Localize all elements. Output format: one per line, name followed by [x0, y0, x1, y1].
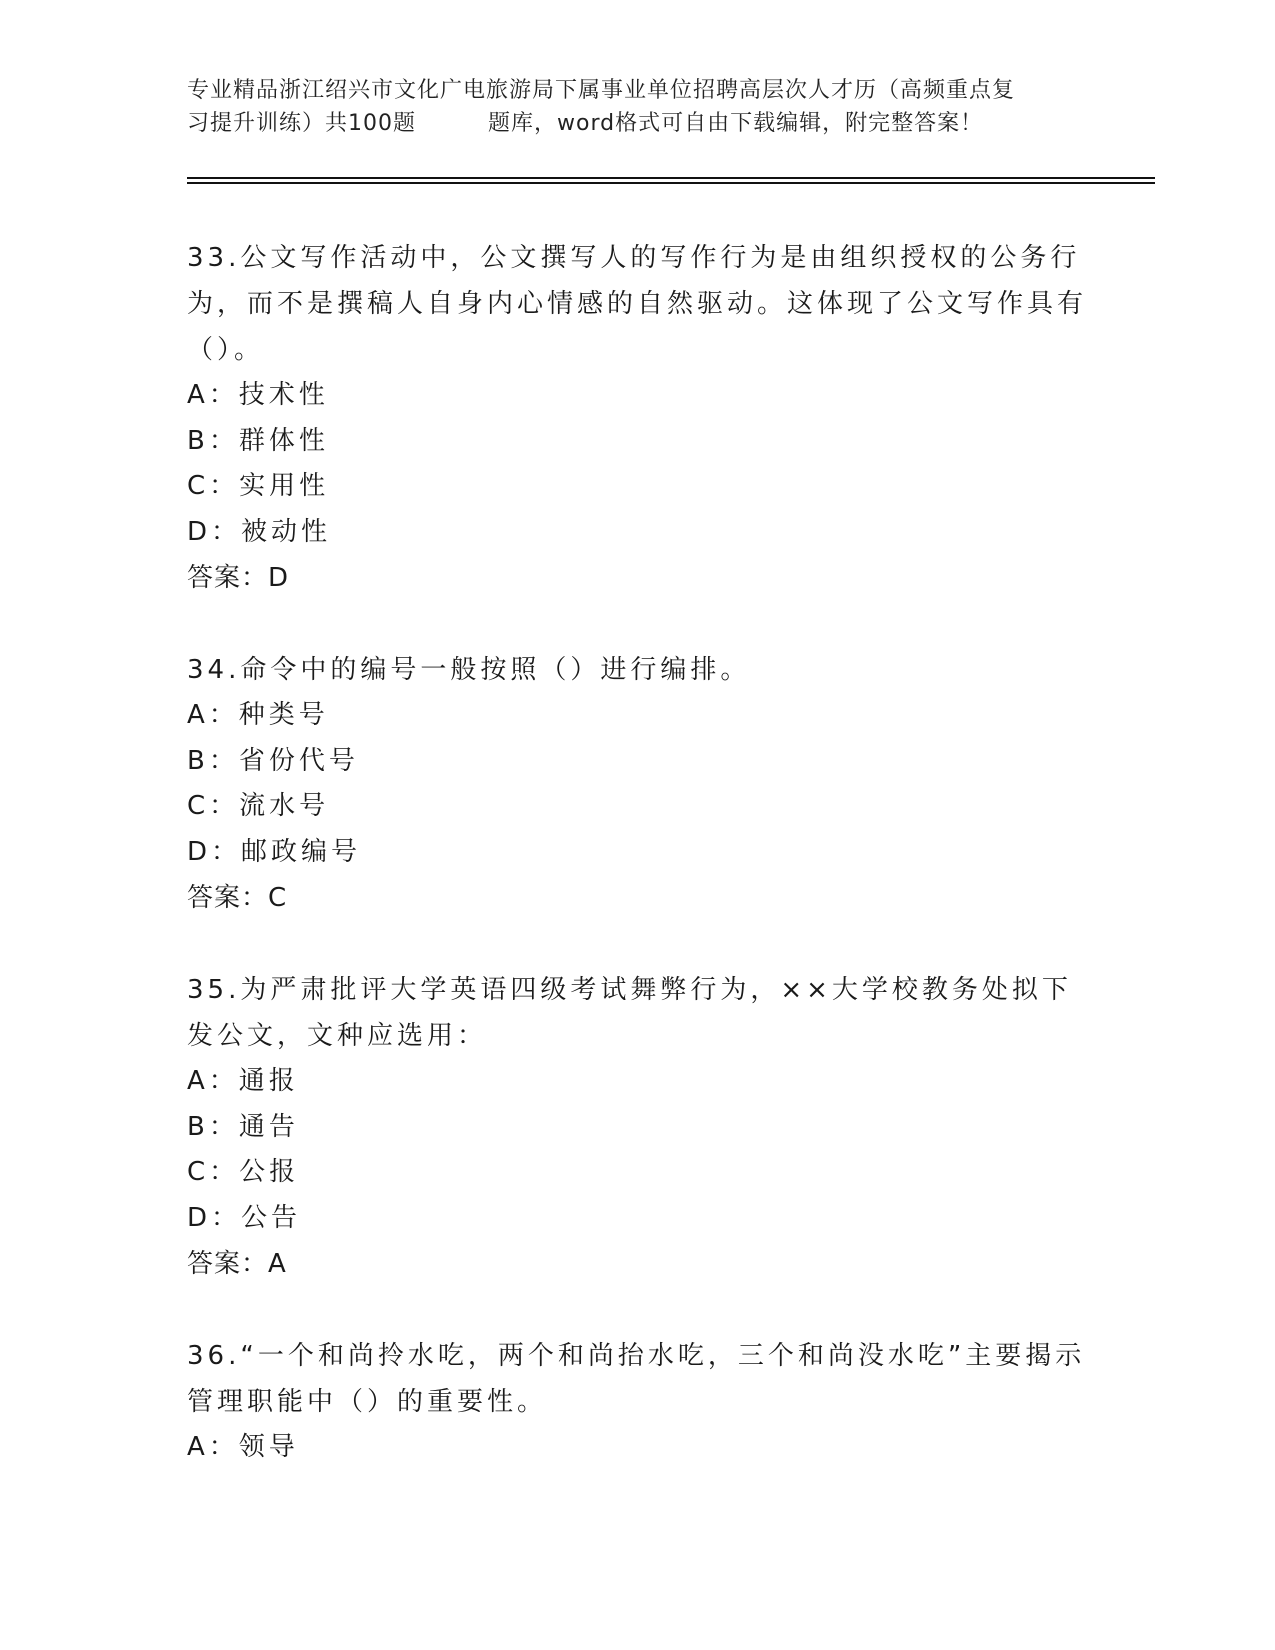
- option-b: B：省份代号: [187, 745, 359, 776]
- page-header: [187, 74, 1087, 140]
- option-b: B：通告: [187, 1111, 299, 1142]
- question-34: [187, 647, 1087, 921]
- answer: 答案：D: [187, 563, 290, 593]
- header-divider-top: [187, 177, 1155, 179]
- option-d: D：公告: [187, 1202, 302, 1233]
- header-line-2-right: 题库，word格式可自由下载编辑，附完整答案！: [488, 111, 984, 136]
- header-line-1: 专业精品浙江绍兴市文化广电旅游局下属事业单位招聘高层次人才历（高频重点复: [187, 78, 1016, 103]
- question-stem: 34.命令中的编号一般按照（）进行编排。: [187, 655, 751, 685]
- question-list: [187, 235, 1087, 1517]
- option-a: A：领导: [187, 1432, 299, 1462]
- header-divider-bottom: [187, 182, 1155, 184]
- answer: 答案：C: [187, 883, 288, 913]
- question-stem: 36.“一个和尚拎水吃，两个和尚抬水吃，三个和尚没水吃”主要揭示管理职能中（）的重要性。: [187, 1341, 1086, 1417]
- option-a: A：通报: [187, 1066, 299, 1096]
- option-c: C：实用性: [187, 471, 330, 501]
- option-b: B：群体性: [187, 425, 329, 456]
- option-c: C：流水号: [187, 791, 330, 821]
- header-line-2: [187, 107, 1087, 140]
- option-d: D：邮政编号: [187, 836, 362, 867]
- option-c: C：公报: [187, 1157, 300, 1187]
- question-36: [187, 1333, 1087, 1471]
- answer: 答案：A: [187, 1249, 287, 1279]
- question-stem: 35.为严肃批评大学英语四级考试舞弊行为，××大学校教务处拟下发公文，文种应选用：: [187, 975, 1072, 1051]
- option-a: A：种类号: [187, 700, 329, 730]
- header-line-2-left: 习提升训练）共100题: [187, 111, 416, 136]
- question-stem: 33.公文写作活动中，公文撰写人的写作行为是由组织授权的公务行为，而不是撰稿人自身内心情感的自然驱动。这体现了公文写作具有（）。: [187, 243, 1088, 365]
- question-33: [187, 235, 1087, 601]
- option-a: A：技术性: [187, 380, 329, 410]
- question-35: [187, 967, 1087, 1287]
- option-d: D：被动性: [187, 516, 332, 547]
